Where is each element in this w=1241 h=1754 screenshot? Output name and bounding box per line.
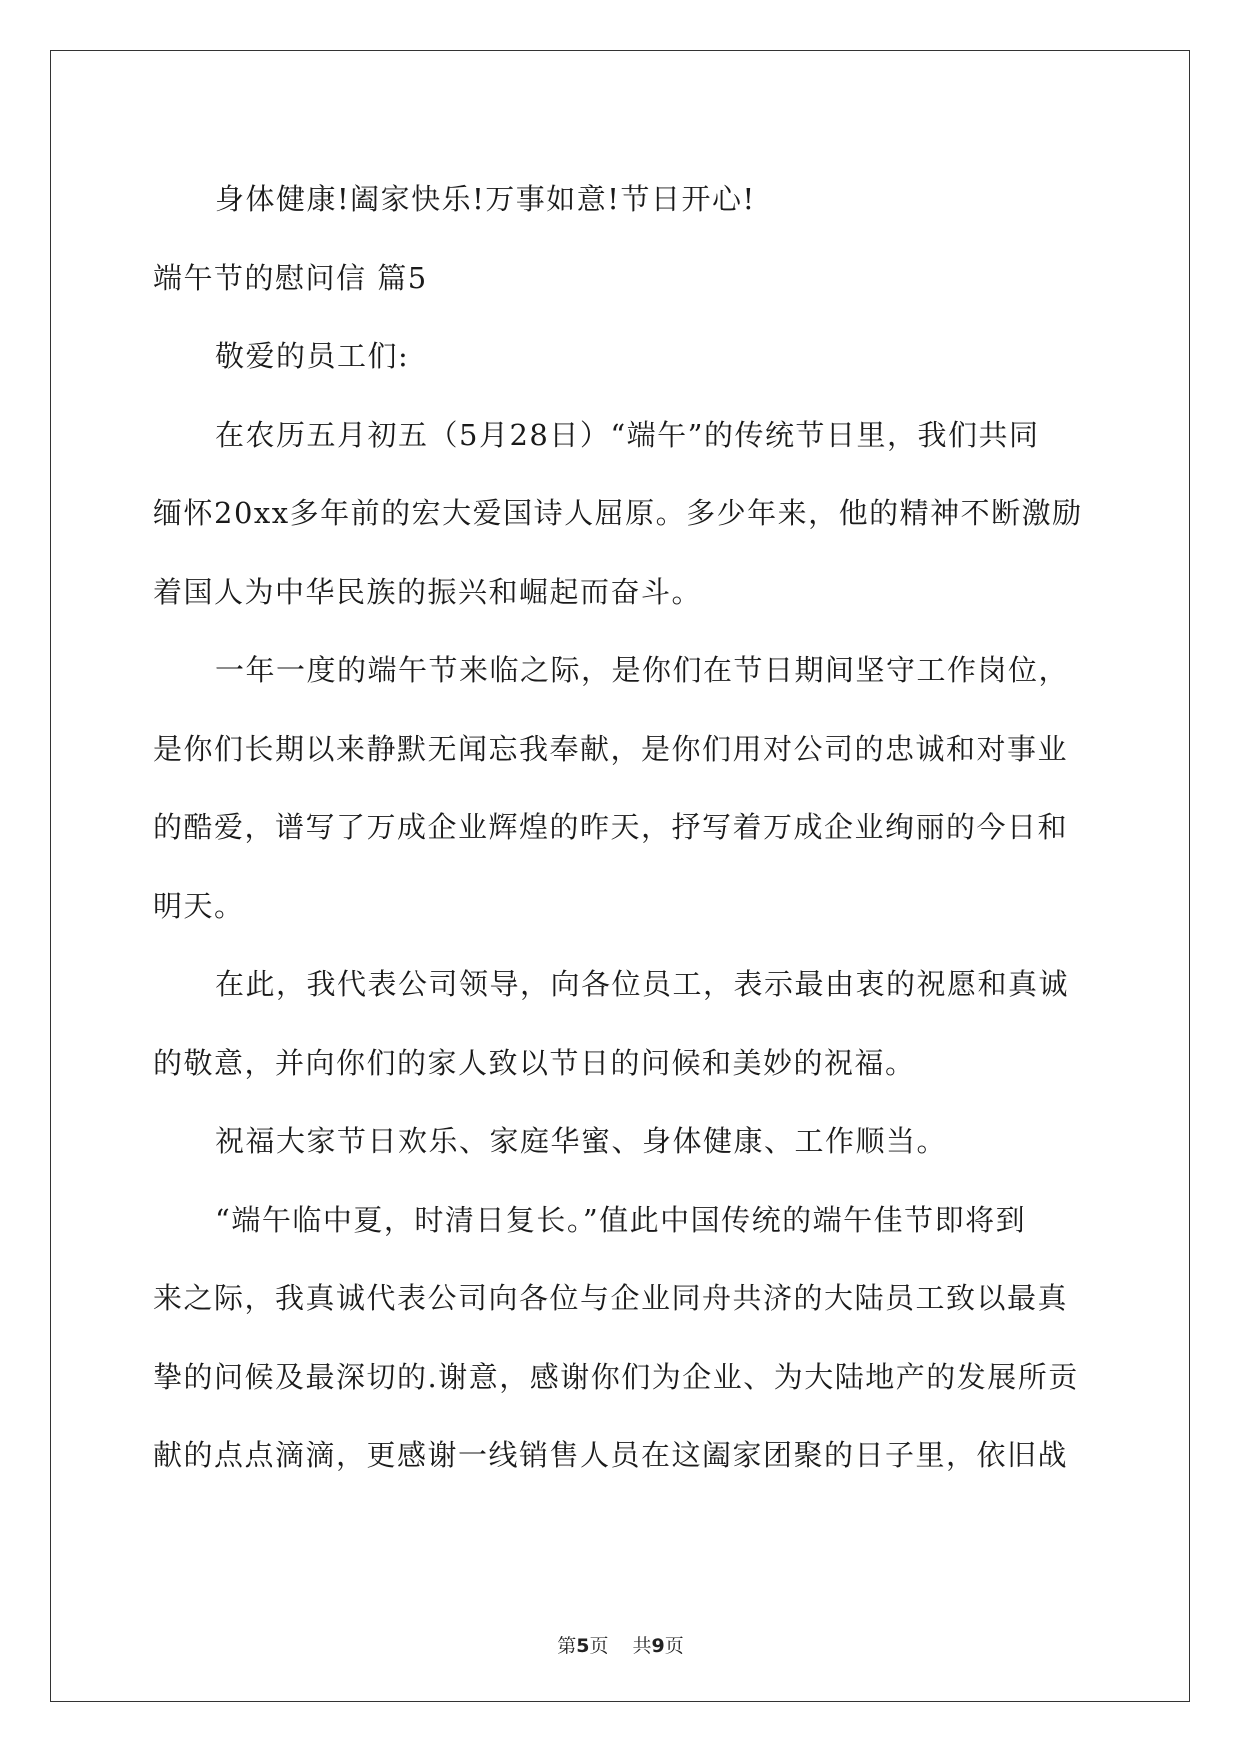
section-heading: 端午节的慰问信 篇5: [153, 260, 428, 295]
text-line: 挚的问候及最深切的.谢意，感谢你们为企业、为大陆地产的发展所贡: [153, 1359, 1079, 1394]
total-prefix: 共: [632, 1635, 652, 1657]
total-unit: 页: [664, 1635, 684, 1657]
text-line: “端午临中夏，时清日复长。”值此中国传统的端午佳节即将到: [215, 1202, 1027, 1237]
salutation: 敬爱的员工们:: [215, 339, 410, 373]
document-body: [153, 160, 1089, 1495]
text-line: 在农历五月初五（5月28日）“端午”的传统节日里，我们共同: [215, 417, 1040, 452]
page-footer: [0, 1631, 1241, 1658]
page-total: 9: [651, 1635, 665, 1657]
text-line: 身体健康!阖家快乐!万事如意!节日开心!: [215, 182, 756, 216]
text-line: 祝福大家节日欢乐、家庭华蜜、身体健康、工作顺当。: [215, 1124, 948, 1158]
text-line: 是你们长期以来静默无闻忘我奉献，是你们用对公司的忠诚和对事业: [153, 731, 1069, 766]
page-unit: 页: [589, 1635, 609, 1657]
text-line: 的酷爱，谱写了万成企业辉煌的昨天，抒写着万成企业绚丽的今日和: [153, 810, 1069, 844]
text-line: 一年一度的端午节来临之际，是你们在节日期间坚守工作岗位，: [215, 653, 1070, 687]
text-line: 在此，我代表公司领导，向各位员工，表示最由衷的祝愿和真诚: [215, 967, 1070, 1001]
page-current: 5: [576, 1635, 590, 1657]
text-line: 明天。: [153, 888, 245, 923]
text-line: 来之际，我真诚代表公司向各位与企业同舟共济的大陆员工致以最真: [153, 1281, 1069, 1315]
page-prefix: 第: [557, 1635, 577, 1657]
text-line: 的敬意，并向你们的家人致以节日的问候和美妙的祝福。: [153, 1045, 916, 1080]
text-line: 献的点点滴滴，更感谢一线销售人员在这阖家团聚的日子里，依旧战: [153, 1438, 1069, 1472]
text-line: 着国人为中华民族的振兴和崛起而奋斗。: [153, 574, 703, 609]
text-line: 缅怀20xx多年前的宏大爱国诗人屈原。多少年来，他的精神不断激励: [153, 496, 1083, 530]
